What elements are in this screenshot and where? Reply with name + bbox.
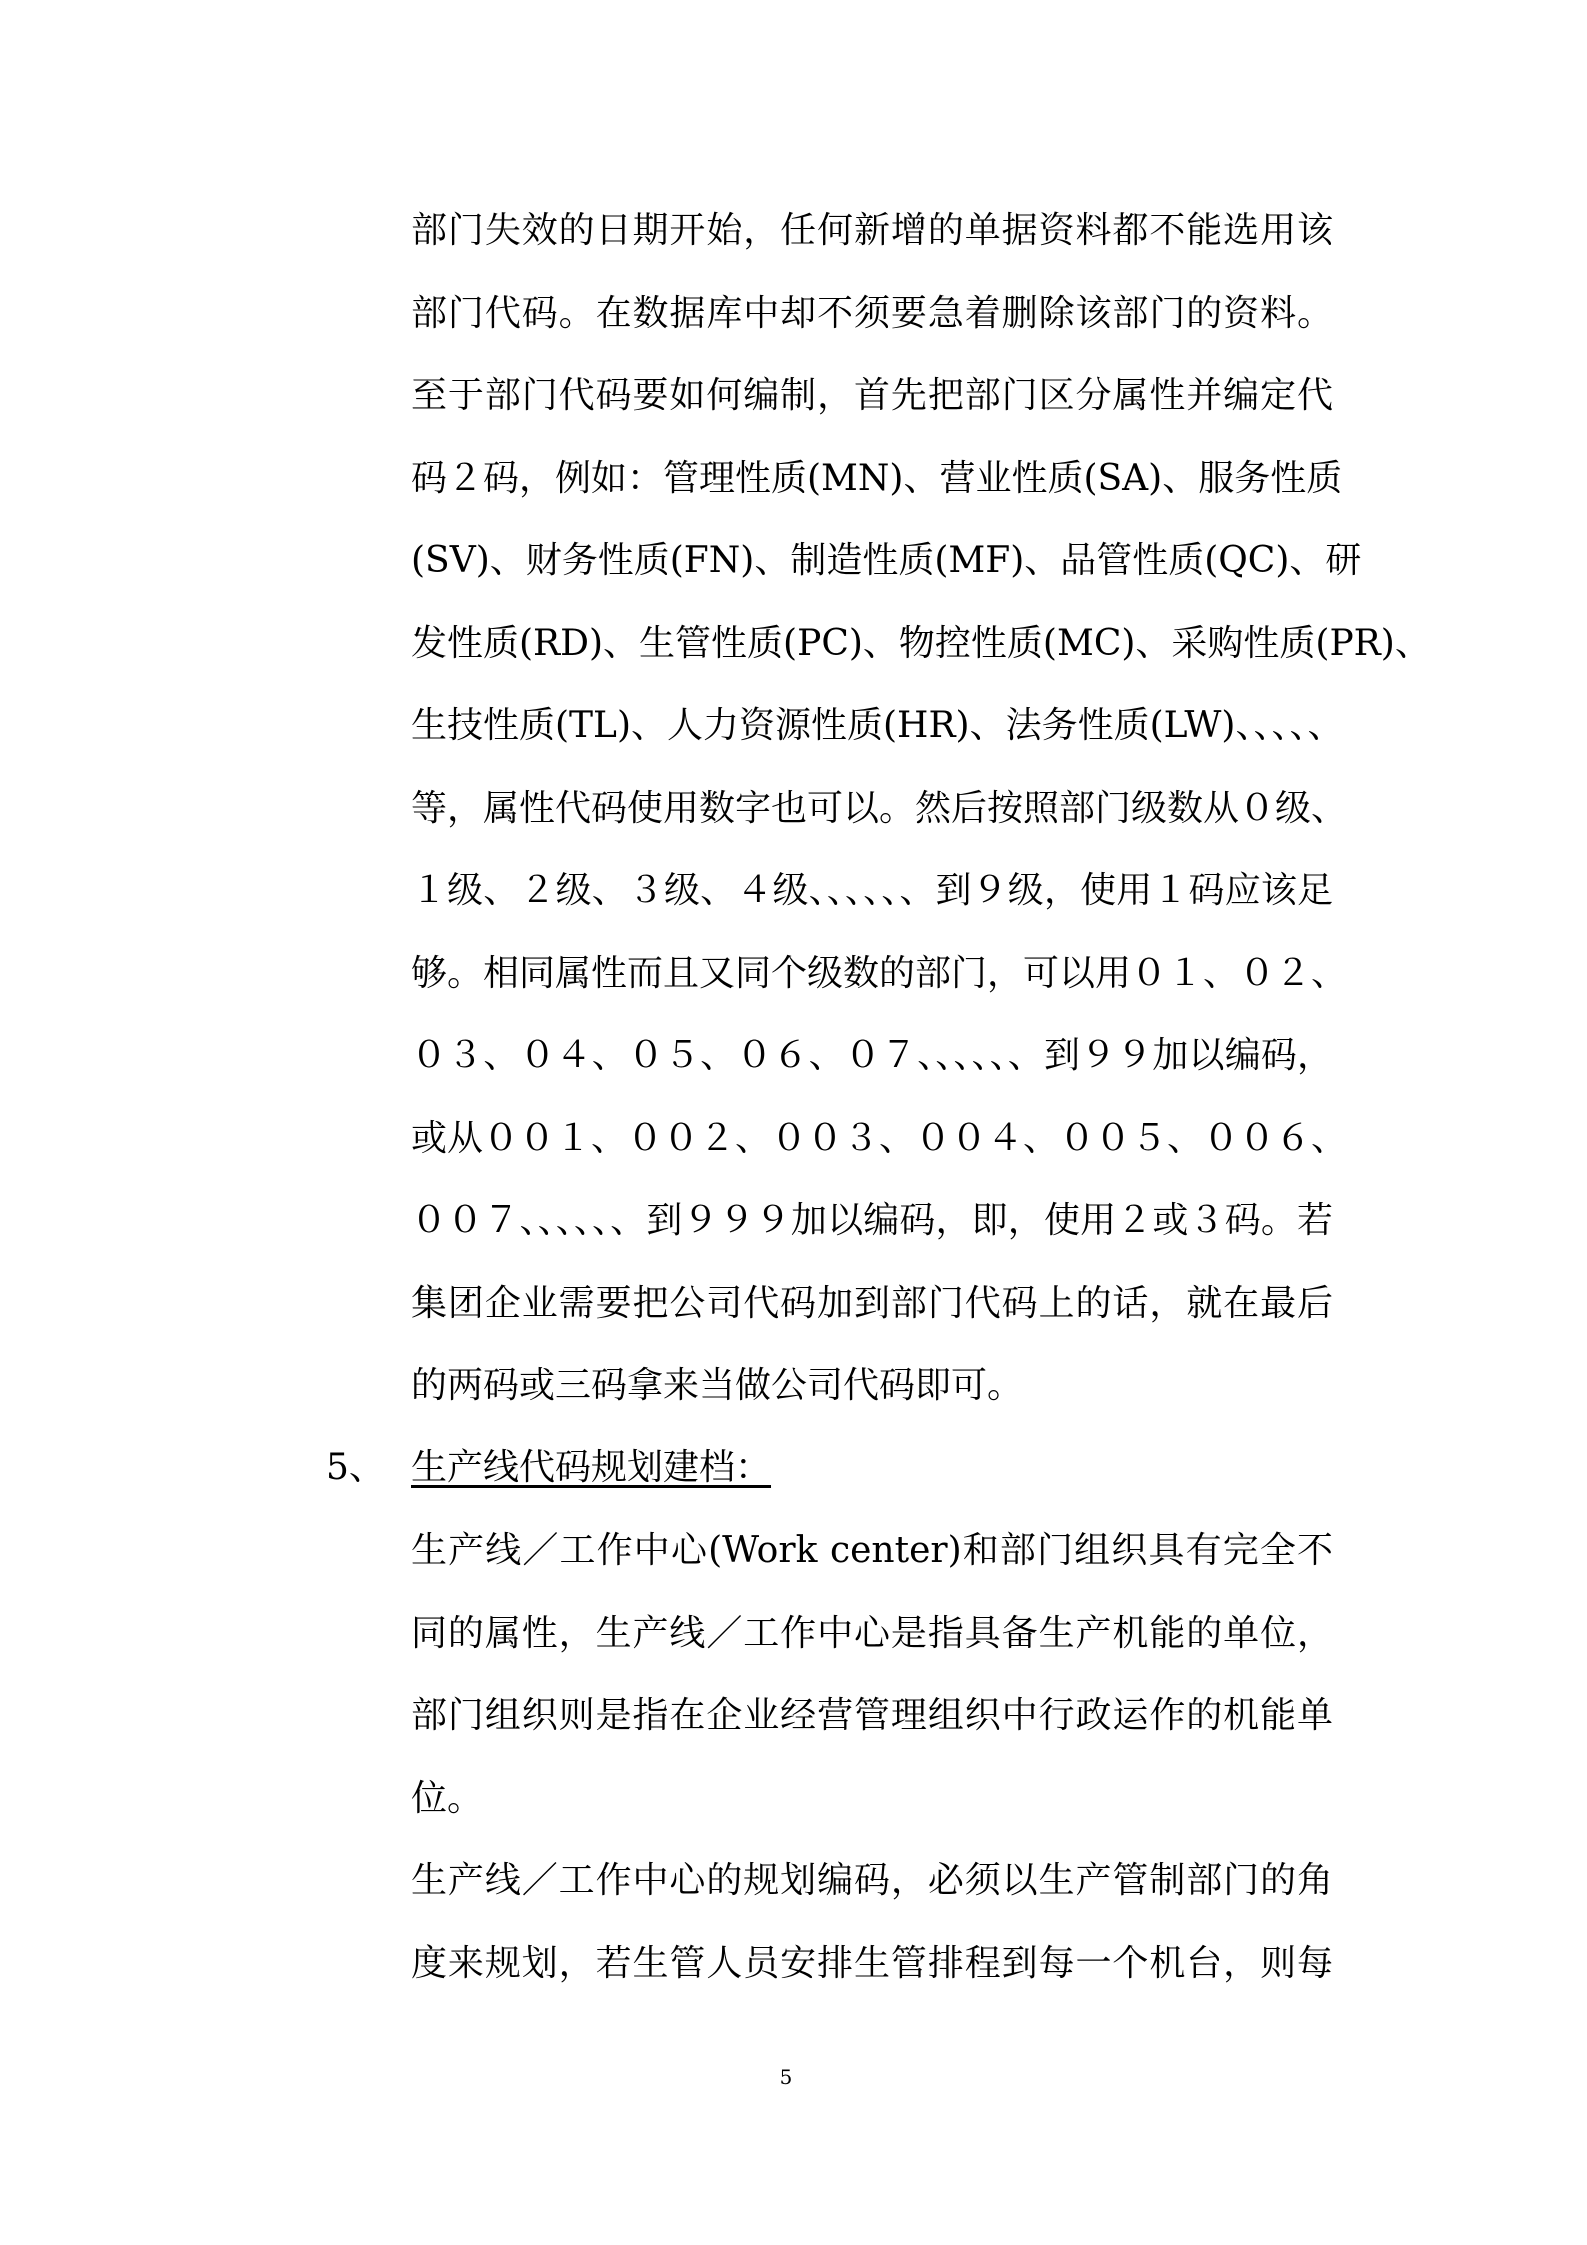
text-line: 至于部门代码要如何编制，首先把部门区分属性并编定代 xyxy=(411,375,1333,416)
text-line: １级、２级、３级、４级、、、、、、到９级，使用１码应该足 xyxy=(411,870,1333,911)
text-line: 度来规划，若生管人员安排生管排程到每一个机台，则每 xyxy=(411,1942,1333,1984)
section-heading: 生产线代码规划建档： xyxy=(411,1447,772,1488)
text-line: 码２码，例如：管理性质(MN)、营业性质(SA)、服务性质 xyxy=(411,457,1343,499)
text-line: 或从００１、００２、００３、００４、００５、００６、 xyxy=(411,1117,1348,1159)
text-line: 同的属性，生产线／工作中心是指具备生产机能的单位， xyxy=(411,1612,1333,1654)
text-line: 生产线／工作中心的规划编码，必须以生产管制部门的角 xyxy=(411,1860,1333,1901)
text-line: 部门组织则是指在企业经营管理组织中行政运作的机能单 xyxy=(411,1695,1333,1736)
text-line: 生技性质(TL)、人力资源性质(HR)、法务性质(LW)、、、、、 xyxy=(411,705,1344,746)
text-line: 等，属性代码使用数字也可以。然后按照部门级数从０级、 xyxy=(411,787,1348,829)
text-line: 的两码或三码拿来当做公司代码即可。 xyxy=(411,1365,1024,1406)
section-number: 5、 xyxy=(326,1447,385,1488)
text-line: ０３、０４、０５、０６、０７、、、、、、到９９加以编码， xyxy=(411,1035,1333,1076)
text-line: 集团企业需要把公司代码加到部门代码上的话，就在最后 xyxy=(411,1282,1333,1324)
text-line: 部门代码。在数据库中却不须要急着删除该部门的资料。 xyxy=(411,292,1333,334)
text-line: 部门失效的日期开始，任何新增的单据资料都不能选用该 xyxy=(411,210,1333,251)
text-line: 发性质(RD)、生管性质(PC)、物控性质(MC)、采购性质(PR)、 xyxy=(411,622,1431,664)
text-line: 位。 xyxy=(411,1777,484,1819)
text-line: 生产线／工作中心(Work center)和部门组织具有完全不 xyxy=(411,1530,1333,1571)
text-line: 够。相同属性而且又同个级数的部门，可以用０１、０２、 xyxy=(411,952,1348,994)
page-number: 5 xyxy=(779,2065,793,2089)
text-line: (SV)、财务性质(FN)、制造性质(MF)、品管性质(QC)、研 xyxy=(411,540,1362,581)
text-line: ００７、、、、、、到９９９加以编码，即，使用２或３码。若 xyxy=(411,1200,1333,1241)
